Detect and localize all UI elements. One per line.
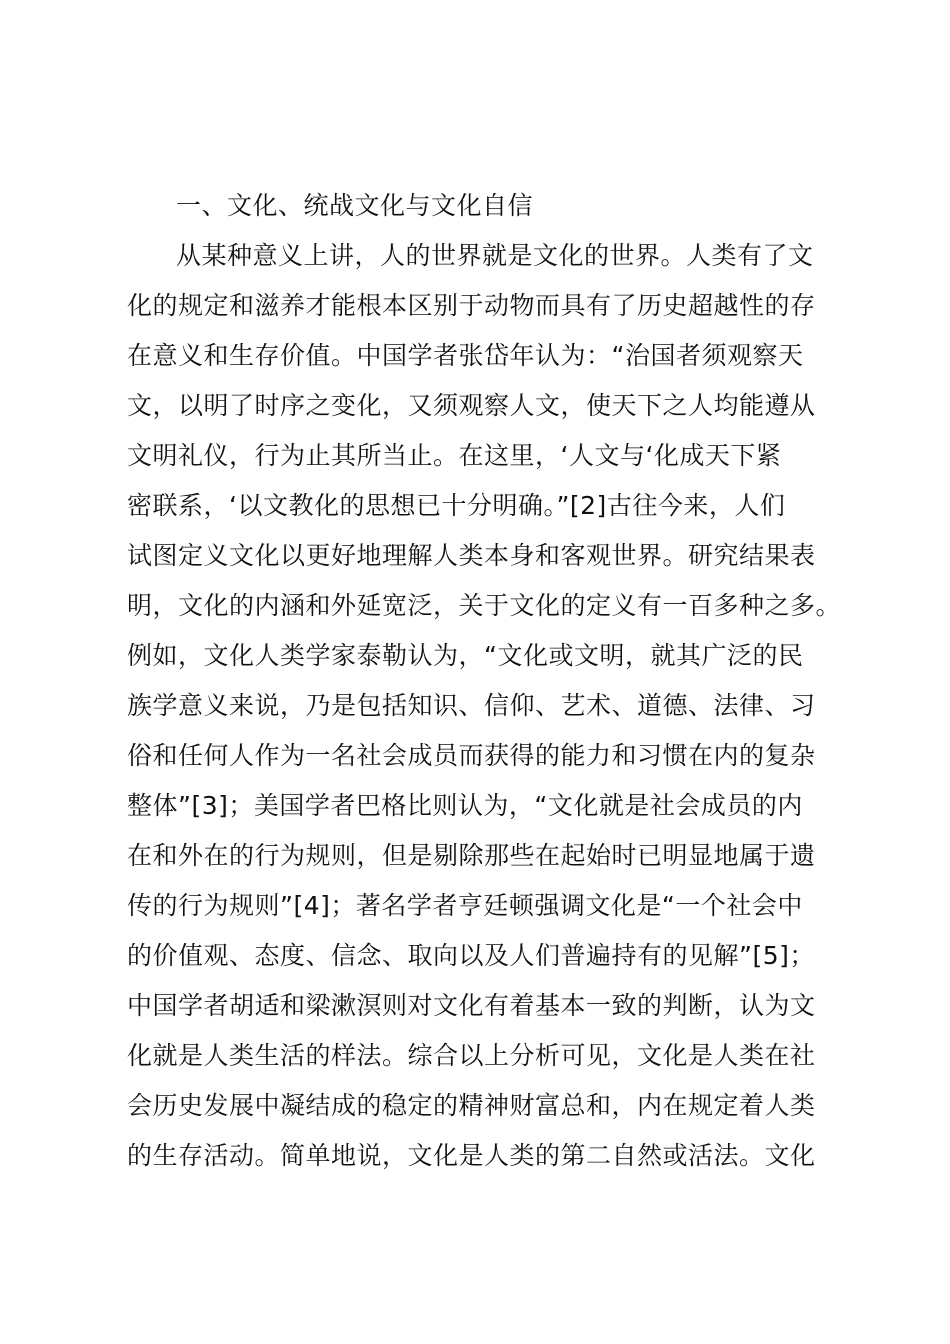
paragraph-line: 俗和任何人作为一名社会成员而获得的能力和习惯在内的复杂 [127, 741, 816, 770]
paragraph-line: 的生存活动。简单地说，文化是人类的第二自然或活法。文化 [127, 1141, 816, 1170]
section-heading: 一、文化、统战文化与文化自信 [176, 191, 534, 220]
paragraph-line: 整体”[3]；美国学者巴格比则认为，“文化就是社会成员的内 [127, 791, 803, 820]
paragraph-line: 例如，文化人类学家泰勒认为，“文化或文明，就其广泛的民 [127, 641, 804, 670]
paragraph-line: 化的规定和滋养才能根本区别于动物而具有了历史超越性的存 [127, 291, 816, 320]
paragraph-line: 文明礼仪，行为止其所当止。在这里，‘人文与‘化成天下紧 [127, 441, 782, 470]
paragraph-line: 试图定义文化以更好地理解人类本身和客观世界。研究结果表 [127, 541, 816, 570]
paragraph-line: 文，以明了时序之变化，又须观察人文，使天下之人均能遵从 [127, 391, 816, 420]
paragraph-line: 的价值观、态度、信念、取向以及人们普遍持有的见解”[5]； [127, 941, 815, 970]
paragraph-line: 在意义和生存价值。中国学者张岱年认为：“治国者须观察天 [127, 341, 804, 370]
paragraph-line: 中国学者胡适和梁漱溟则对文化有着基本一致的判断，认为文 [127, 991, 816, 1020]
paragraph-line: 族学意义来说，乃是包括知识、信仰、艺术、道德、法律、习 [127, 691, 816, 720]
paragraph-line: 从某种意义上讲，人的世界就是文化的世界。人类有了文 [176, 241, 814, 270]
paragraph-line: 密联系，‘以文教化的思想已十分明确。”[2]古往今来，人们 [127, 491, 786, 520]
paragraph-line: 明，文化的内涵和外延宽泛，关于文化的定义有一百多种之多。 [127, 591, 842, 620]
paragraph-line: 在和外在的行为规则，但是剔除那些在起始时已明显地属于遗 [127, 841, 816, 870]
paragraph-line: 传的行为规则”[4]；著名学者亨廷顿强调文化是“一个社会中 [127, 891, 803, 920]
paragraph-line: 化就是人类生活的样法。综合以上分析可见，文化是人类在社 [127, 1041, 816, 1070]
paragraph-line: 会历史发展中凝结成的稳定的精神财富总和，内在规定着人类 [127, 1091, 816, 1120]
